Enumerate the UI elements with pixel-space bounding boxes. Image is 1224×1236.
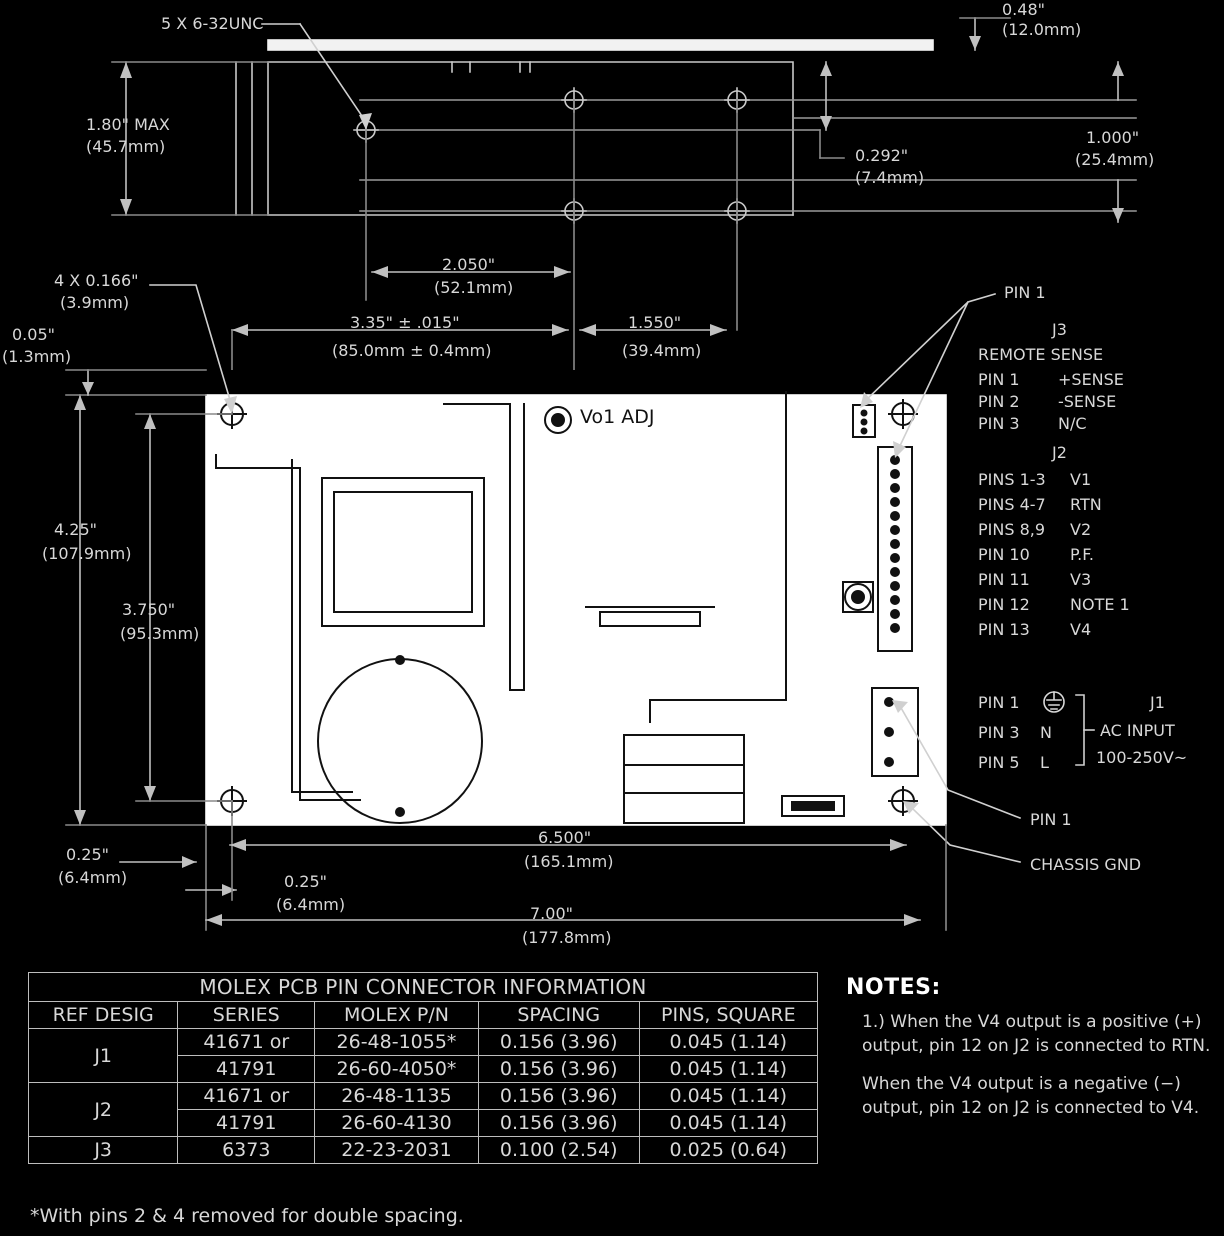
dim-425-mm: (107.9mm) xyxy=(42,544,132,563)
cell-spacing: 0.156 (3.96) xyxy=(478,1110,639,1137)
dim-025-b-mm: (6.4mm) xyxy=(276,895,346,914)
dim-1550: 1.550" xyxy=(628,313,682,332)
dim-1000: 1.000" xyxy=(1086,128,1140,147)
cell-ref-j2: J2 xyxy=(29,1083,178,1137)
j2-fn-3: V2 xyxy=(1070,520,1092,539)
j2-pin-1: PINS 1-3 xyxy=(978,470,1046,489)
j1-voltage-range: 100-250V~ xyxy=(1096,748,1188,767)
dim-025-a-mm: (6.4mm) xyxy=(58,868,128,887)
dim-2050-mm: (52.1mm) xyxy=(434,278,514,297)
j1-fn-3: N xyxy=(1040,723,1052,742)
label-f1: F1 xyxy=(802,771,824,792)
j3-title: J3 xyxy=(1052,320,1067,339)
label-vo2-line2: ADJ xyxy=(800,595,832,616)
dim-180max: 1.80" MAX xyxy=(86,115,170,134)
dim-0292-mm: (7.4mm) xyxy=(855,168,925,187)
j3-fn-2: -SENSE xyxy=(1058,392,1117,411)
dim-048: 0.48" xyxy=(1002,0,1045,19)
j3-pin-3: PIN 3 xyxy=(978,414,1020,433)
molex-connector-table xyxy=(28,972,818,1164)
dim-700: 7.00" xyxy=(530,904,573,923)
cell-pins: 0.045 (1.14) xyxy=(639,1083,817,1110)
j3-pin-2: PIN 2 xyxy=(978,392,1020,411)
note-item-2: When the V4 output is a negative (−) output, pin 12 on J2 is connected to V4. xyxy=(862,1074,1200,1118)
j1-title: J1 xyxy=(1150,693,1165,712)
dim-1550-mm: (39.4mm) xyxy=(622,341,702,360)
note-item-1: 1.) When the V4 output is a positive (+) output, pin 12 on J2 is connected to RTN. xyxy=(862,1012,1211,1056)
cell-series: 41671 or xyxy=(178,1029,315,1056)
j2-pin-3: PINS 8,9 xyxy=(978,520,1046,539)
cell-series: 41671 or xyxy=(178,1083,315,1110)
th-pins-square: PINS, SQUARE xyxy=(639,1002,817,1029)
th-series: SERIES xyxy=(178,1002,315,1029)
table-title: MOLEX PCB PIN CONNECTOR INFORMATION xyxy=(29,973,818,1002)
j3-pin-1: PIN 1 xyxy=(978,370,1020,389)
callout-pin1-bottom: PIN 1 xyxy=(1030,810,1072,829)
cell-spacing: 0.156 (3.96) xyxy=(478,1083,639,1110)
dim-005: 0.05" xyxy=(12,325,55,344)
cell-pn: 22-23-2031 xyxy=(315,1137,479,1164)
j2-fn-7: V4 xyxy=(1070,620,1092,639)
table-row xyxy=(29,1029,818,1056)
label-j3: J3 xyxy=(826,407,844,429)
dim-025-b: 0.25" xyxy=(284,872,327,891)
j3-fn-1: +SENSE xyxy=(1058,370,1124,389)
cell-spacing: 0.156 (3.96) xyxy=(478,1056,639,1083)
cell-pn: 26-48-1055* xyxy=(315,1029,479,1056)
j2-pin-5: PIN 11 xyxy=(978,570,1030,589)
dim-3750-mm: (95.3mm) xyxy=(120,624,200,643)
cell-spacing: 0.156 (3.96) xyxy=(478,1029,639,1056)
cell-ref-j1: J1 xyxy=(29,1029,178,1083)
callout-pin1-top: PIN 1 xyxy=(1004,283,1046,302)
dim-005-mm: (1.3mm) xyxy=(2,347,72,366)
dim-3750: 3.750" xyxy=(122,600,176,619)
j2-fn-2: RTN xyxy=(1070,495,1102,514)
cell-pins: 0.025 (0.64) xyxy=(639,1137,817,1164)
table-row xyxy=(29,1137,818,1164)
dim-335: 3.35" ± .015" xyxy=(350,313,460,332)
label-j1: J1 xyxy=(842,718,860,740)
dim-5x632unc: 5 X 6-32UNC xyxy=(161,14,264,33)
j2-fn-5: V3 xyxy=(1070,570,1092,589)
dim-025-a: 0.25" xyxy=(66,845,109,864)
table-row xyxy=(29,1083,818,1110)
cell-series: 41791 xyxy=(178,1110,315,1137)
dim-425: 4.25" xyxy=(54,520,97,539)
notes-body xyxy=(862,1010,1212,1134)
label-j2: J2 xyxy=(848,516,866,538)
j3-fn-3: N/C xyxy=(1058,414,1087,433)
cell-pn: 26-48-1135 xyxy=(315,1083,479,1110)
dim-700-mm: (177.8mm) xyxy=(522,928,612,947)
j2-pin-7: PIN 13 xyxy=(978,620,1030,639)
j2-fn-1: V1 xyxy=(1070,470,1092,489)
cell-series: 41791 xyxy=(178,1056,315,1083)
j1-pin-3: PIN 3 xyxy=(978,723,1020,742)
cell-ref-j3: J3 xyxy=(29,1137,178,1164)
cell-series: 6373 xyxy=(178,1137,315,1164)
j1-subtitle: AC INPUT xyxy=(1100,721,1175,740)
dim-048-mm: (12.0mm) xyxy=(1002,20,1082,39)
th-spacing: SPACING xyxy=(478,1002,639,1029)
notes-heading: NOTES: xyxy=(846,975,941,1000)
th-molex-pn: MOLEX P/N xyxy=(315,1002,479,1029)
j2-title: J2 xyxy=(1052,443,1067,462)
cell-pn: 26-60-4130 xyxy=(315,1110,479,1137)
dim-4x0166: 4 X 0.166" xyxy=(54,271,139,290)
cell-pins: 0.045 (1.14) xyxy=(639,1029,817,1056)
dim-6500-mm: (165.1mm) xyxy=(524,852,614,871)
label-vo1-adj: Vo1 ADJ xyxy=(580,406,655,428)
callout-chassis-gnd: CHASSIS GND xyxy=(1030,855,1142,874)
dim-6500: 6.500" xyxy=(538,828,592,847)
table-footnote: *With pins 2 & 4 removed for double spacing. xyxy=(30,1205,464,1227)
label-vo2-line1: Vo2 xyxy=(800,573,834,594)
j1-fn-5: L xyxy=(1040,753,1049,772)
j3-subtitle: REMOTE SENSE xyxy=(978,345,1104,364)
table-header-row xyxy=(29,1002,818,1029)
j2-pin-4: PIN 10 xyxy=(978,545,1030,564)
dim-1000-mm: (25.4mm) xyxy=(1075,150,1155,169)
dim-180max-mm: (45.7mm) xyxy=(86,137,166,156)
j2-pin-2: PINS 4-7 xyxy=(978,495,1046,514)
j2-fn-4: P.F. xyxy=(1070,545,1094,564)
j2-fn-6: NOTE 1 xyxy=(1070,595,1130,614)
cell-pn: 26-60-4050* xyxy=(315,1056,479,1083)
dim-2050: 2.050" xyxy=(442,255,496,274)
th-ref-desig: REF DESIG xyxy=(29,1002,178,1029)
dim-0292: 0.292" xyxy=(855,146,909,165)
cell-pins: 0.045 (1.14) xyxy=(639,1110,817,1137)
dim-335-mm: (85.0mm ± 0.4mm) xyxy=(332,341,492,360)
cell-pins: 0.045 (1.14) xyxy=(639,1056,817,1083)
j1-pin-5: PIN 5 xyxy=(978,753,1020,772)
j2-pin-6: PIN 12 xyxy=(978,595,1030,614)
cell-spacing: 0.100 (2.54) xyxy=(478,1137,639,1164)
dim-4x0166-mm: (3.9mm) xyxy=(60,293,130,312)
j1-pin-1: PIN 1 xyxy=(978,693,1020,712)
